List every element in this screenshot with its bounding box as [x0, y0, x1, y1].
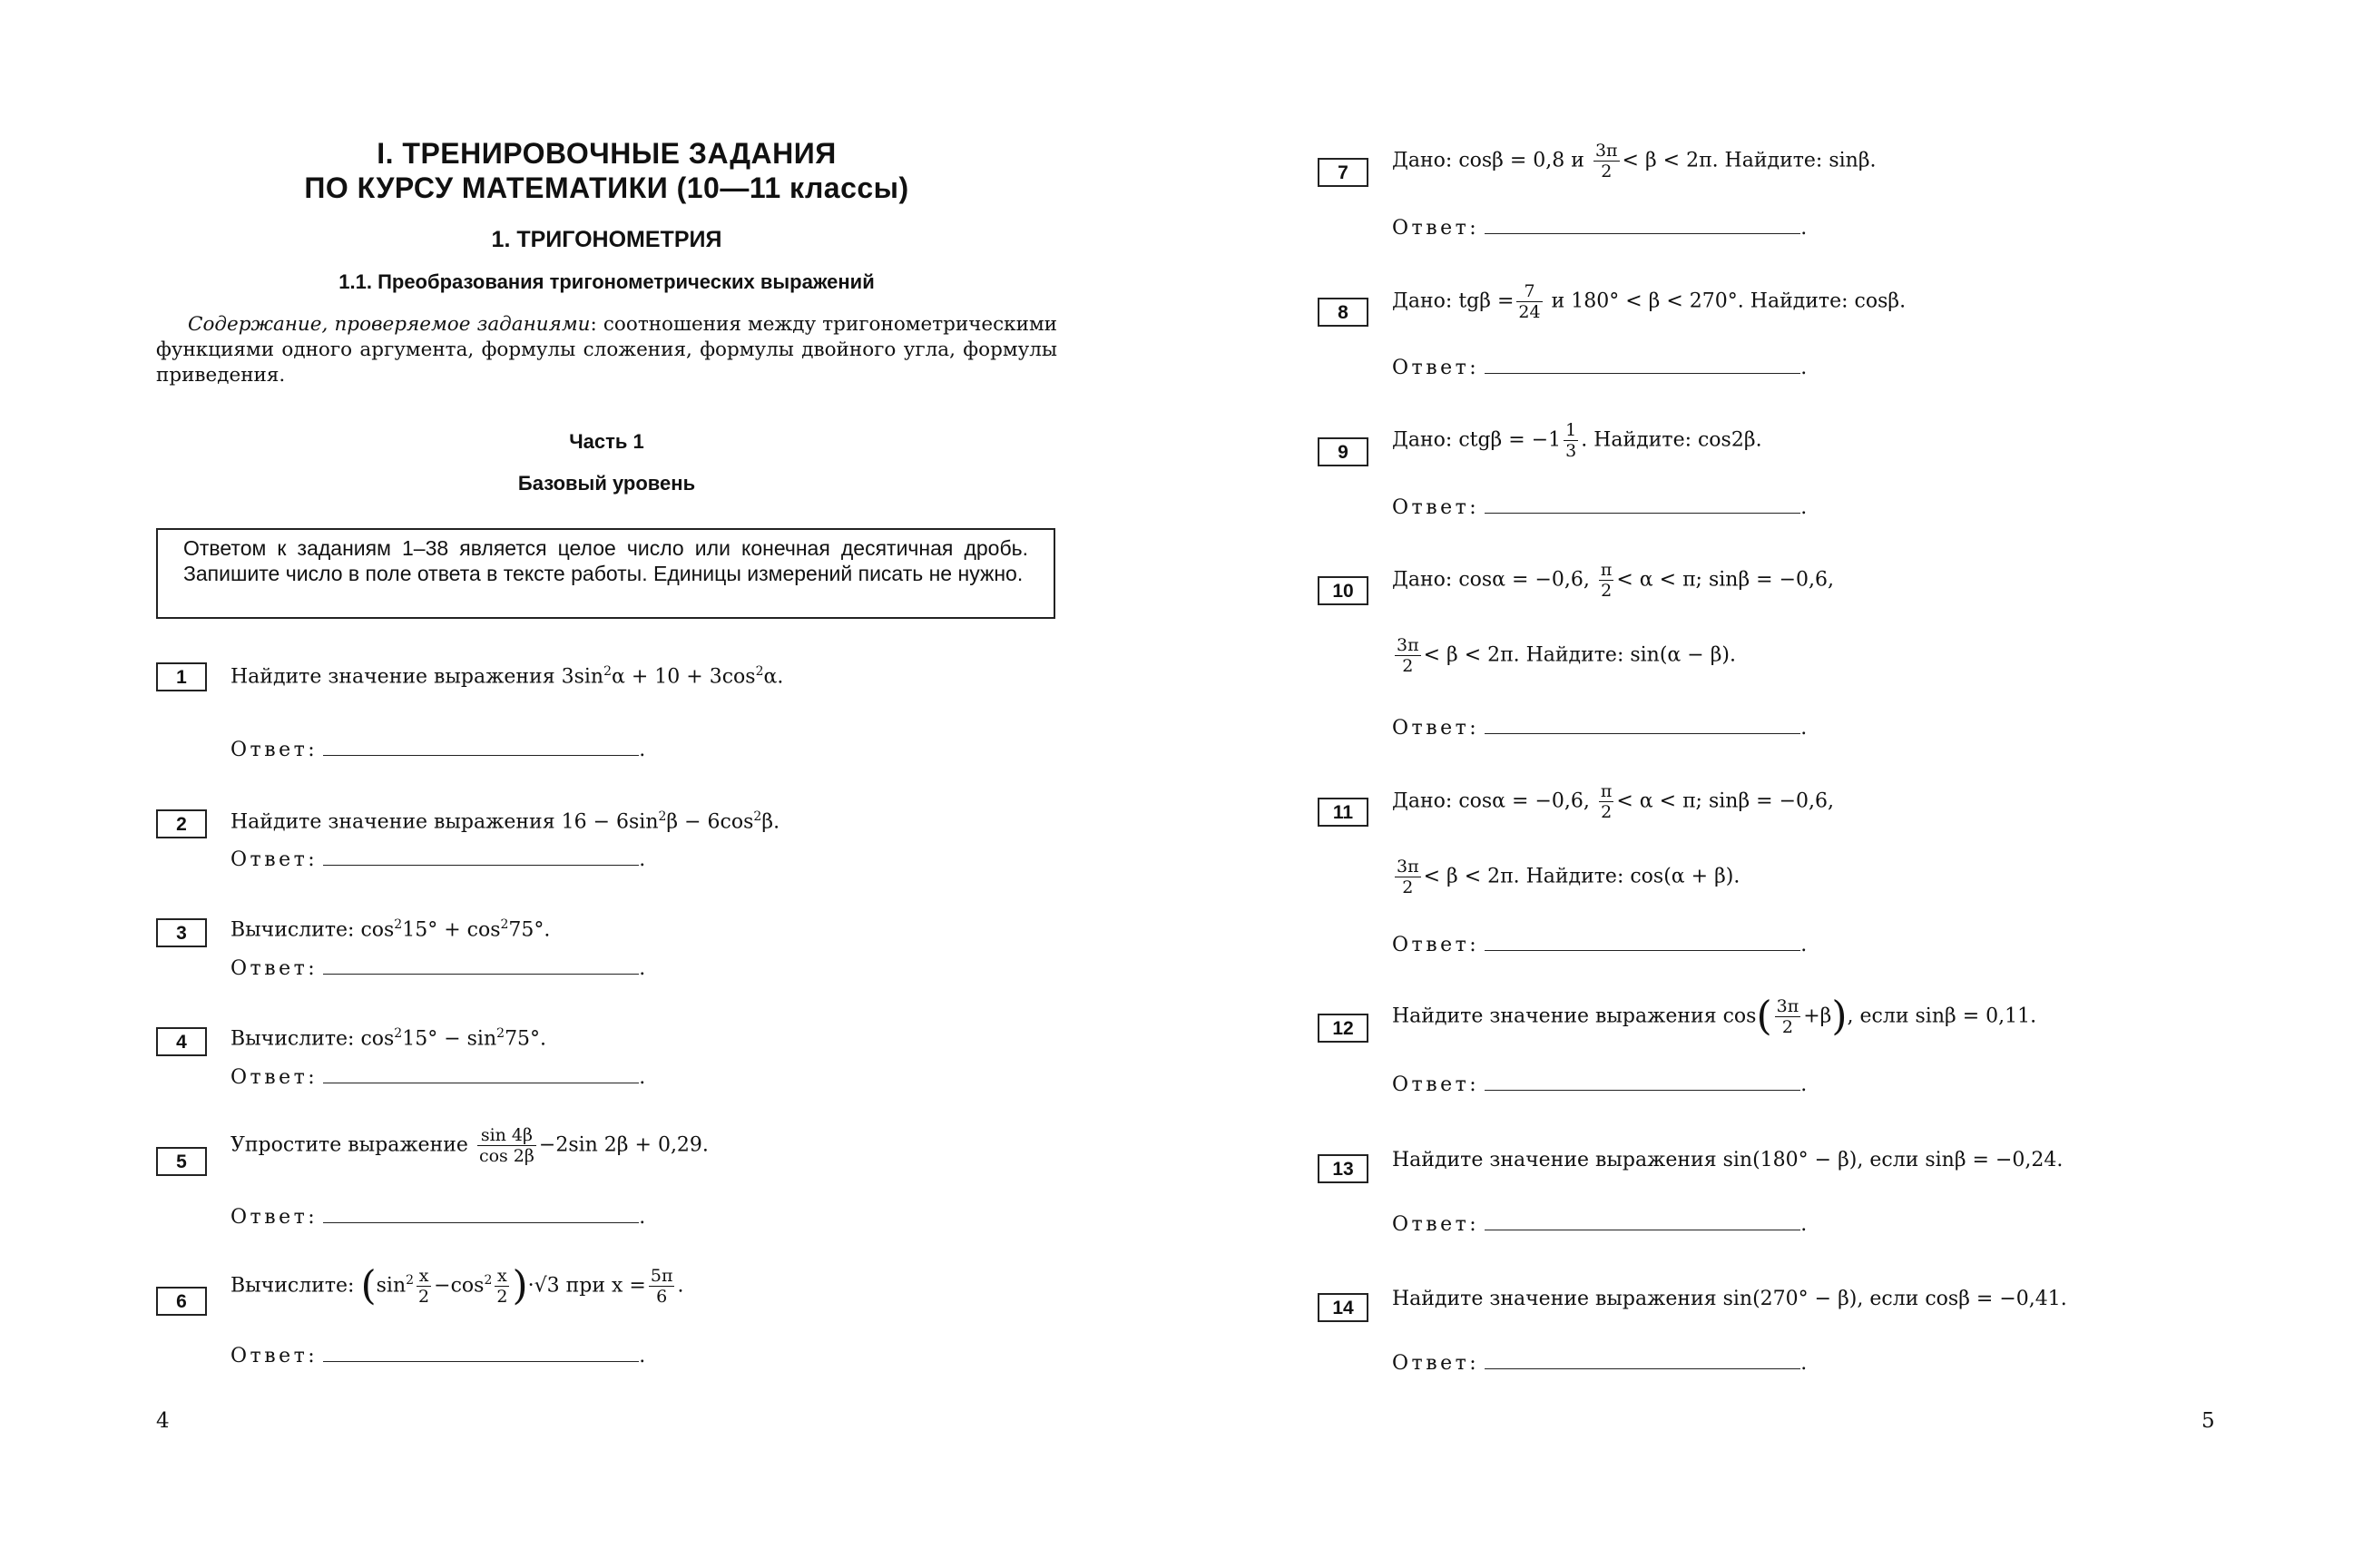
task-9-text — [1392, 420, 1762, 461]
task-11-line1 — [1392, 781, 1834, 822]
answer-end: . — [639, 1066, 646, 1089]
answer-row-2 — [230, 847, 645, 871]
subsection-title: 1.1. Преобразования тригонометрических выражений — [338, 270, 875, 293]
task-1-sup1: 2 — [603, 664, 613, 679]
answer-end: . — [639, 1345, 646, 1367]
task-12-frac-den: 2 — [1781, 1017, 1793, 1037]
task-10-frac2-den: 2 — [1402, 656, 1414, 676]
task-6-mult: ·√3 при x = — [527, 1274, 646, 1298]
task-number-7: 7 — [1318, 158, 1368, 187]
page-number-left: 4 — [156, 1409, 170, 1433]
task-4-text-a: Вычислите: cos — [230, 1027, 395, 1051]
task-8-text — [1392, 281, 1906, 322]
task-7-text-a: Дано: cosβ = 0,8 и — [1392, 149, 1584, 172]
task-4-text-b: 15° − sin — [402, 1027, 497, 1051]
task-2-text-a: Найдите значение выражения 16 − 6sin — [230, 810, 659, 834]
answer-label: Ответ: — [1392, 934, 1480, 956]
task-8-frac-den: 24 — [1518, 302, 1541, 322]
task-1-text — [230, 658, 783, 691]
answer-label: Ответ: — [1392, 1073, 1480, 1096]
task-10-frac-den: 2 — [1601, 581, 1613, 601]
task-6-minus: −cos — [434, 1274, 485, 1298]
task-12-rparen: ) — [1831, 993, 1848, 1040]
task-number-12: 12 — [1318, 1014, 1368, 1043]
task-9-frac-den: 3 — [1565, 441, 1577, 461]
part-title: Часть 1 — [569, 430, 644, 453]
task-number-3: 3 — [156, 918, 207, 947]
answer-end: . — [1800, 1073, 1808, 1096]
answer-label: Ответ: — [1392, 496, 1480, 519]
task-14-text: Найдите значение выражения sin(270° − β), если cosβ = −0,41. — [1392, 1288, 2067, 1310]
task-number-14: 14 — [1318, 1293, 1368, 1322]
task-3-text-b: 15° + cos — [402, 918, 501, 942]
answer-end: . — [1800, 496, 1808, 519]
task-4-text-c: 75°. — [505, 1027, 547, 1051]
answer-row-8 — [1392, 355, 1807, 379]
task-3-text-a: Вычислите: cos — [230, 918, 395, 942]
instructions-box: Ответом к заданиям 1–38 является целое число или конечная десятичная дробь. Запишите число в поле ответа в тексте работы. Единицы измерений писать не нужно. — [156, 528, 1055, 619]
task-6-text — [230, 1262, 684, 1309]
answer-field-10[interactable] — [1485, 715, 1800, 734]
task-5-text-b: −2sin 2β + 0,29. — [538, 1133, 709, 1157]
answer-label: Ответ: — [1392, 717, 1480, 740]
task-6-frac1 — [417, 1266, 431, 1307]
task-9-frac-num: 1 — [1565, 420, 1577, 440]
task-8-frac-num: 7 — [1516, 281, 1542, 302]
answer-end: . — [1800, 1213, 1808, 1236]
answer-end: . — [639, 1206, 646, 1229]
task-10-text-a: Дано: cosα = −0,6, — [1392, 568, 1590, 592]
answer-row-6 — [230, 1343, 645, 1367]
answer-field-3[interactable] — [323, 956, 639, 975]
task-5-text-a: Упростите выражение — [230, 1133, 468, 1157]
task-number-11: 11 — [1318, 798, 1368, 827]
task-7-frac-den: 2 — [1601, 162, 1613, 181]
right-page — [1182, 0, 2363, 1568]
task-6-frac1-num: x — [417, 1266, 431, 1287]
task-number-2: 2 — [156, 809, 207, 838]
task-6-frac1-den: 2 — [418, 1287, 430, 1307]
answer-end: . — [639, 848, 646, 871]
task-10-fraction — [1599, 560, 1614, 601]
task-number-6: 6 — [156, 1287, 207, 1316]
task-5-fraction — [477, 1125, 536, 1166]
answer-row-4 — [230, 1064, 645, 1089]
task-3-text — [230, 911, 550, 944]
answer-row-10 — [1392, 715, 1807, 740]
task-6-frac2-den: 2 — [496, 1287, 508, 1307]
answer-end: . — [639, 957, 646, 980]
task-6-text-a: Вычислите: — [230, 1274, 355, 1298]
task-2-text-b: β − 6cos — [666, 810, 754, 834]
answer-end: . — [1800, 217, 1808, 240]
task-6-sup2: 2 — [484, 1273, 493, 1289]
task-10-line1 — [1392, 560, 1834, 601]
task-11-text-b: < α < π; sinβ = −0,6, — [1616, 789, 1834, 813]
answer-field-1[interactable] — [323, 737, 639, 756]
task-5-frac-den: cos 2β — [478, 1146, 534, 1166]
content-text: : соотношения между тригонометрическими функциями одного аргумента, формулы сложения, формулы двойного угла, формулы приведения. — [156, 313, 1057, 387]
task-5-frac-num: sin 4β — [477, 1125, 536, 1146]
content-label: Содержание, проверяемое заданиями — [188, 313, 591, 336]
task-10-text-c: < β < 2π. Найдите: sin(α − β). — [1423, 643, 1737, 667]
task-4-sup2: 2 — [496, 1026, 505, 1041]
answer-end: . — [1800, 717, 1808, 740]
task-number-9: 9 — [1318, 437, 1368, 466]
task-10-text-b: < α < π; sinβ = −0,6, — [1616, 568, 1834, 592]
task-2-text — [230, 803, 779, 836]
answer-row-3 — [230, 956, 645, 980]
task-10-fraction2 — [1395, 635, 1421, 676]
task-number-8: 8 — [1318, 298, 1368, 327]
task-4-sup1: 2 — [394, 1026, 403, 1041]
task-10-frac-num: π — [1600, 560, 1613, 580]
task-6-sin: sin — [376, 1274, 407, 1298]
answer-field-9[interactable] — [1485, 495, 1800, 514]
task-12-fraction — [1775, 996, 1801, 1037]
answer-row-9 — [1392, 495, 1807, 519]
answer-label: Ответ: — [1392, 357, 1480, 379]
task-7-text — [1392, 141, 1877, 181]
chapter-title-line1: I. ТРЕНИРОВОЧНЫЕ ЗАДАНИЯ — [377, 137, 837, 170]
task-1-text-c: α. — [763, 665, 784, 689]
answer-end: . — [1800, 1352, 1808, 1375]
answer-field-5[interactable] — [323, 1204, 639, 1223]
answer-row-11 — [1392, 932, 1807, 956]
task-8-text-a: Дано: tgβ = — [1392, 289, 1515, 313]
answer-field-6[interactable] — [323, 1343, 639, 1362]
task-3-text-c: 75°. — [508, 918, 551, 942]
task-9-text-b: . Найдите: cos2β. — [1581, 428, 1762, 452]
answer-field-12[interactable] — [1485, 1072, 1800, 1091]
task-11-frac2-den: 2 — [1402, 877, 1414, 897]
answer-end: . — [1800, 934, 1808, 956]
answer-field-2[interactable] — [323, 847, 639, 866]
task-number-5: 5 — [156, 1147, 207, 1176]
task-5-text — [230, 1125, 709, 1166]
task-11-frac2-num: 3π — [1397, 857, 1419, 877]
answer-row-1 — [230, 737, 645, 761]
task-7-frac-num: 3π — [1594, 141, 1618, 161]
task-3-sup2: 2 — [500, 917, 509, 932]
answer-label: Ответ: — [1392, 1213, 1480, 1236]
answer-label: Ответ: — [230, 1206, 319, 1229]
task-3-sup1: 2 — [394, 917, 403, 932]
answer-end: . — [1800, 357, 1808, 379]
task-number-1: 1 — [156, 662, 207, 691]
task-11-fraction — [1599, 781, 1614, 822]
task-6-sup: 2 — [406, 1273, 415, 1289]
answer-label: Ответ: — [1392, 1352, 1480, 1375]
task-6-rparen: ) — [512, 1262, 528, 1309]
answer-label: Ответ: — [230, 957, 319, 980]
task-6-end: . — [677, 1274, 684, 1298]
task-number-10: 10 — [1318, 576, 1368, 605]
task-7-text-b: < β < 2π. Найдите: sinβ. — [1622, 149, 1877, 172]
answer-row-5 — [230, 1204, 645, 1229]
task-10-line2 — [1392, 635, 1736, 676]
answer-end: . — [639, 739, 646, 761]
level-title: Базовый уровень — [517, 472, 696, 495]
answer-field-8[interactable] — [1485, 355, 1800, 374]
answer-row-12 — [1392, 1072, 1807, 1096]
task-13-text: Найдите значение выражения sin(180° − β), если sinβ = −0,24. — [1392, 1149, 2064, 1171]
task-11-frac-num: π — [1600, 781, 1613, 801]
task-6-frac2-num: x — [495, 1266, 509, 1287]
task-4-text — [230, 1020, 546, 1053]
task-11-fraction2 — [1395, 857, 1421, 897]
task-number-4: 4 — [156, 1027, 207, 1056]
task-10-frac2-num: 3π — [1397, 635, 1419, 655]
answer-row-14 — [1392, 1350, 1807, 1375]
task-1-text-b: α + 10 + 3cos — [612, 665, 756, 689]
task-11-text-a: Дано: cosα = −0,6, — [1392, 789, 1590, 813]
task-2-sup1: 2 — [658, 809, 667, 824]
answer-label: Ответ: — [230, 1066, 319, 1089]
task-12-text-a: Найдите значение выражения cos — [1392, 1004, 1757, 1028]
task-12-frac-num: 3π — [1776, 996, 1799, 1016]
task-11-text-c: < β < 2π. Найдите: cos(α + β). — [1423, 865, 1740, 888]
task-12-plus: +β — [1803, 1004, 1832, 1028]
section-title: 1. ТРИГОНОМЕТРИЯ — [491, 227, 722, 252]
task-2-sup2: 2 — [753, 809, 762, 824]
task-8-text-b: и 180° < β < 270°. Найдите: cosβ. — [1551, 289, 1907, 313]
task-6-frac2 — [495, 1266, 509, 1307]
answer-field-13[interactable] — [1485, 1211, 1800, 1230]
task-12-text-b: , если sinβ = 0,11. — [1847, 1004, 2037, 1028]
answer-label: Ответ: — [230, 1345, 319, 1367]
task-12-lparen: ( — [1756, 993, 1772, 1040]
task-9-fraction — [1564, 420, 1578, 461]
page-number-right: 5 — [2201, 1409, 2215, 1433]
task-12-text — [1392, 993, 2037, 1040]
task-2-text-c: β. — [761, 810, 780, 834]
task-6-frac3-num: 5π — [650, 1266, 673, 1286]
task-1-text-a: Найдите значение выражения 3sin — [230, 665, 604, 689]
task-number-13: 13 — [1318, 1154, 1368, 1183]
answer-row-7 — [1392, 215, 1807, 240]
chapter-title — [156, 136, 1057, 205]
answer-label: Ответ: — [1392, 217, 1480, 240]
task-6-lparen: ( — [360, 1262, 377, 1309]
task-6-frac3-den: 6 — [656, 1287, 668, 1307]
task-8-fraction — [1516, 281, 1542, 322]
task-7-fraction — [1593, 141, 1620, 181]
answer-field-7[interactable] — [1485, 215, 1800, 234]
task-11-line2 — [1392, 857, 1740, 897]
task-6-frac3 — [649, 1266, 675, 1307]
content-description — [156, 312, 1057, 388]
answer-field-14[interactable] — [1485, 1350, 1800, 1369]
answer-field-4[interactable] — [323, 1064, 639, 1083]
task-1-sup2: 2 — [755, 664, 764, 679]
answer-row-13 — [1392, 1211, 1807, 1236]
task-9-text-a: Дано: ctgβ = −1 — [1392, 428, 1562, 452]
answer-label: Ответ: — [230, 848, 319, 871]
task-11-frac-den: 2 — [1601, 802, 1613, 822]
answer-label: Ответ: — [230, 739, 319, 761]
chapter-title-line2: ПО КУРСУ МАТЕМАТИКИ (10—11 классы) — [304, 172, 909, 204]
answer-field-11[interactable] — [1485, 932, 1800, 951]
